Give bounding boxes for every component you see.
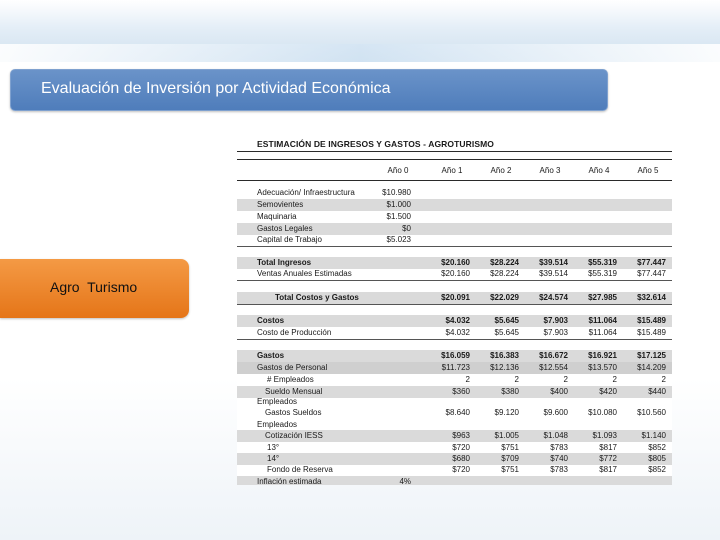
row-label: Inflación estimada bbox=[257, 477, 322, 485]
row-label: 14° bbox=[267, 454, 280, 463]
divider bbox=[237, 280, 672, 281]
table-row bbox=[237, 315, 672, 327]
cell-year-2: $16.383 bbox=[490, 351, 519, 360]
row-label: Gastos Legales bbox=[257, 224, 313, 233]
table-row bbox=[237, 234, 672, 246]
table-row bbox=[237, 430, 672, 442]
cell-year-1: $20.160 bbox=[441, 258, 470, 267]
table-title: ESTIMACIÓN DE INGRESOS Y GASTOS - AGROTURISMO bbox=[257, 139, 495, 149]
divider bbox=[237, 151, 672, 152]
table-row bbox=[237, 350, 672, 362]
cell-year-4: 2 bbox=[612, 375, 617, 384]
cell-year-1: $20.160 bbox=[441, 269, 470, 278]
row-label: Total Ingresos bbox=[257, 258, 312, 267]
divider bbox=[237, 339, 672, 340]
table-row bbox=[237, 292, 672, 304]
cell-year-1: $680 bbox=[452, 454, 470, 463]
cell-year-4: $13.570 bbox=[588, 363, 617, 372]
cell-year-0: $1.000 bbox=[386, 200, 411, 209]
row-label: Costo de Producción bbox=[257, 328, 332, 337]
col-header: Año 0 bbox=[387, 166, 409, 175]
cell-year-2: $1.005 bbox=[494, 431, 519, 440]
cell-year-4: $10.080 bbox=[588, 408, 617, 417]
cell-year-1: $360 bbox=[452, 387, 470, 396]
row-label: Empleados bbox=[257, 397, 298, 406]
row-label: # Empleados bbox=[267, 375, 314, 384]
table-row bbox=[237, 211, 672, 223]
divider bbox=[237, 246, 672, 247]
cell-year-3: $7.903 bbox=[543, 328, 568, 337]
col-header: Año 4 bbox=[588, 166, 610, 175]
cell-year-5: 2 bbox=[661, 375, 666, 384]
cell-year-2: $5.645 bbox=[494, 328, 519, 337]
cell-year-4: $772 bbox=[599, 454, 617, 463]
cell-year-2: $22.029 bbox=[490, 293, 519, 302]
cell-year-5: $852 bbox=[648, 465, 666, 474]
slide-title: Evaluación de Inversión por Actividad Económica bbox=[10, 69, 608, 111]
cell-year-3: $9.600 bbox=[543, 408, 568, 417]
divider bbox=[237, 304, 672, 305]
row-label: Empleados bbox=[257, 420, 298, 429]
row-label: Sueldo Mensual bbox=[265, 387, 323, 396]
row-label: Cotización IESS bbox=[265, 431, 323, 440]
row-label: Ventas Anuales Estimadas bbox=[257, 269, 352, 278]
cell-year-5: $1.140 bbox=[641, 431, 666, 440]
cell-year-2: $751 bbox=[501, 443, 519, 452]
col-header: Año 5 bbox=[637, 166, 659, 175]
col-header: Año 3 bbox=[539, 166, 561, 175]
cell-year-3: $740 bbox=[550, 454, 568, 463]
row-label: 13° bbox=[267, 443, 280, 452]
cell-year-3: $39.514 bbox=[539, 258, 568, 267]
cell-year-1: $16.059 bbox=[441, 351, 470, 360]
cell-year-4: $11.064 bbox=[588, 316, 617, 325]
table-row bbox=[237, 327, 672, 339]
row-label: Total Costos y Gastos bbox=[275, 293, 359, 302]
row-label: Gastos de Personal bbox=[257, 363, 328, 372]
row-label: Fondo de Reserva bbox=[267, 465, 333, 474]
cell-year-1: $4.032 bbox=[445, 316, 470, 325]
cell-year-2: $28.224 bbox=[490, 258, 519, 267]
cell-year-4: $817 bbox=[599, 443, 617, 452]
cell-year-0: $10.980 bbox=[382, 188, 411, 197]
spreadsheet-image bbox=[237, 133, 672, 485]
divider bbox=[237, 159, 672, 160]
cell-year-1: $11.723 bbox=[441, 363, 470, 372]
cell-year-2: $380 bbox=[501, 387, 519, 396]
cell-year-5: $77.447 bbox=[637, 269, 666, 278]
cell-year-2: 2 bbox=[514, 375, 519, 384]
table-row bbox=[237, 199, 672, 211]
cell-year-5: $32.614 bbox=[637, 293, 666, 302]
cell-year-0: $0 bbox=[402, 224, 411, 233]
cell-year-5: $440 bbox=[648, 387, 666, 396]
cell-year-3: $783 bbox=[550, 443, 568, 452]
row-label: Semovientes bbox=[257, 200, 304, 209]
cell-year-3: $12.554 bbox=[539, 363, 568, 372]
cell-year-5: $15.489 bbox=[637, 316, 666, 325]
cell-year-2: $5.645 bbox=[494, 316, 519, 325]
cell-year-4: $817 bbox=[599, 465, 617, 474]
cell-year-5: $14.209 bbox=[637, 363, 666, 372]
row-label: Adecuación/ Infraestructura bbox=[257, 188, 355, 197]
cell-year-3: $24.574 bbox=[539, 293, 568, 302]
cell-year-1: 2 bbox=[465, 375, 470, 384]
row-label: Gastos Sueldos bbox=[265, 408, 322, 417]
cell-year-2: $709 bbox=[501, 454, 519, 463]
cell-year-3: $39.514 bbox=[539, 269, 568, 278]
table-row bbox=[237, 374, 672, 386]
cell-year-2: $12.136 bbox=[490, 363, 519, 372]
col-header: Año 2 bbox=[490, 166, 512, 175]
cell-year-1: $4.032 bbox=[445, 328, 470, 337]
cell-year-1: $963 bbox=[452, 431, 470, 440]
cell-year-3: $783 bbox=[550, 465, 568, 474]
cell-year-4: $16.921 bbox=[588, 351, 617, 360]
cell-year-0: $1.500 bbox=[386, 212, 411, 221]
cell-year-5: $10.560 bbox=[637, 408, 666, 417]
row-label: Maquinaria bbox=[257, 212, 297, 221]
table-row bbox=[237, 362, 672, 374]
cell-year-4: $1.093 bbox=[592, 431, 617, 440]
cell-year-0: 4% bbox=[399, 477, 411, 485]
cell-year-4: $420 bbox=[599, 387, 617, 396]
cell-year-2: $28.224 bbox=[490, 269, 519, 278]
cell-year-5: $15.489 bbox=[637, 328, 666, 337]
cell-year-1: $720 bbox=[452, 443, 470, 452]
cell-year-4: $55.319 bbox=[588, 269, 617, 278]
col-header: Año 1 bbox=[441, 166, 463, 175]
cell-year-5: $805 bbox=[648, 454, 666, 463]
table-row bbox=[237, 187, 672, 199]
table-row bbox=[237, 476, 672, 485]
section-label: Agro Turismo bbox=[0, 259, 189, 318]
row-label: Gastos bbox=[257, 351, 285, 360]
cell-year-2: $751 bbox=[501, 465, 519, 474]
table-row bbox=[237, 464, 672, 476]
divider bbox=[237, 180, 672, 181]
cell-year-1: $20.091 bbox=[441, 293, 470, 302]
cell-year-3: $16.672 bbox=[539, 351, 568, 360]
cell-year-3: 2 bbox=[563, 375, 568, 384]
cell-year-3: $400 bbox=[550, 387, 568, 396]
cell-year-4: $11.064 bbox=[588, 328, 617, 337]
cell-year-1: $8.640 bbox=[445, 408, 470, 417]
table-row bbox=[237, 268, 672, 280]
header-band-highlight bbox=[0, 44, 720, 62]
cell-year-5: $17.125 bbox=[637, 351, 666, 360]
cell-year-4: $55.319 bbox=[588, 258, 617, 267]
table-row bbox=[237, 407, 672, 419]
cell-year-1: $720 bbox=[452, 465, 470, 474]
cell-year-3: $1.048 bbox=[543, 431, 568, 440]
cell-year-4: $27.985 bbox=[588, 293, 617, 302]
cell-year-5: $77.447 bbox=[637, 258, 666, 267]
cell-year-0: $5.023 bbox=[386, 235, 411, 244]
row-label: Costos bbox=[257, 316, 285, 325]
row-label: Capital de Trabajo bbox=[257, 235, 322, 244]
cell-year-2: $9.120 bbox=[494, 408, 519, 417]
cell-year-5: $852 bbox=[648, 443, 666, 452]
cell-year-3: $7.903 bbox=[543, 316, 568, 325]
